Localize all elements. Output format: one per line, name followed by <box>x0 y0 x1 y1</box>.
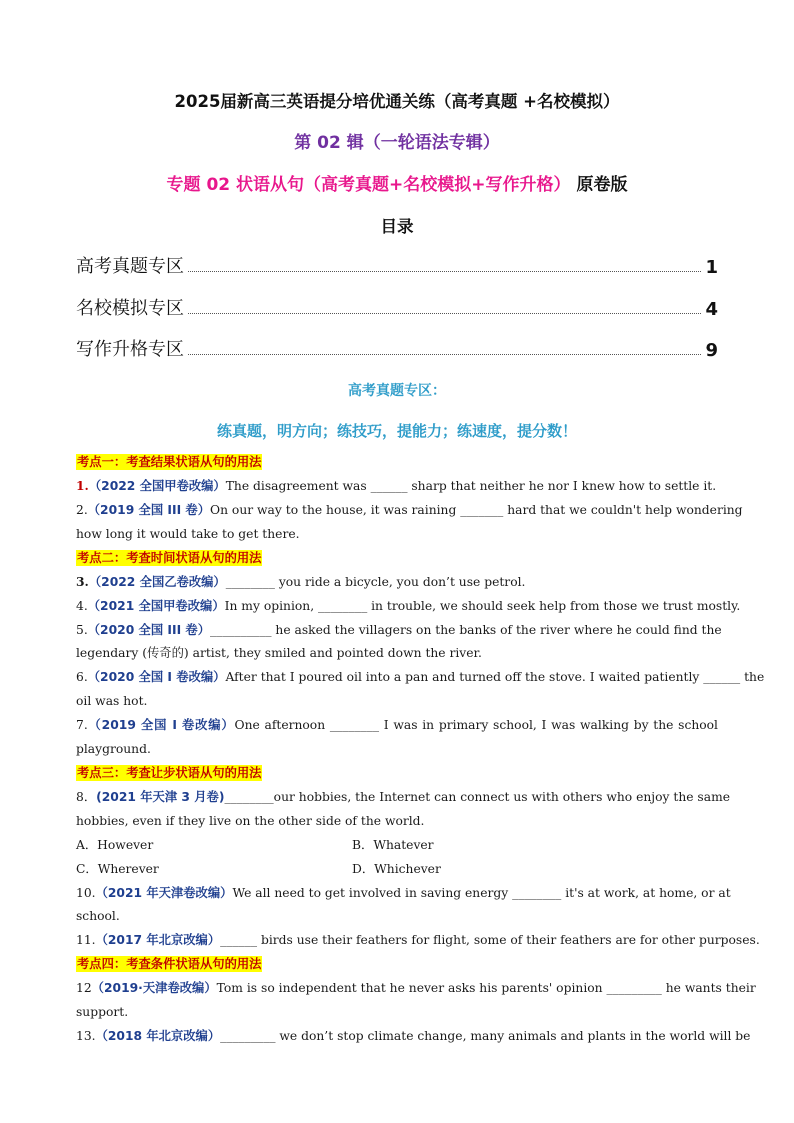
question-source: （2019 全国 I 卷改编） <box>87 718 235 732</box>
question-8-cont: hobbies, even if they live on the other side of the world. <box>76 814 425 828</box>
toc-item[interactable] <box>76 252 718 278</box>
toc-item-page: 9 <box>705 340 718 361</box>
question-6 <box>76 669 765 685</box>
question-text: _________ we don’t stop climate change, many animals and plants in the world will be <box>220 1029 751 1043</box>
question-10-cont: school. <box>76 909 120 923</box>
toc-leader-dots <box>188 354 701 355</box>
kaodian-heading: 考点一：考查结果状语从句的用法 <box>77 455 262 469</box>
question-text: One afternoon ________ I was in primary school, I was walking by the school <box>234 718 718 732</box>
question-source: （2020 全国 I 卷改编） <box>87 670 226 684</box>
kaodian-heading: 考点四：考查条件状语从句的用法 <box>77 957 262 971</box>
question-text: In my opinion, ________ in trouble, we should seek help from those we trust mostly. <box>224 599 741 613</box>
question-source: （2021 年天津卷改编） <box>95 886 233 900</box>
question-text: ______ birds use their feathers for flight, some of their feathers are for other purposes. <box>220 933 760 947</box>
question-text: Tom is so independent that he never asks his parents' opinion _________ he wants their <box>216 981 756 995</box>
question-2-cont: how long it would take to get there. <box>76 527 300 541</box>
toc-title: 目录 <box>380 217 414 236</box>
question-5 <box>76 622 722 638</box>
series-title: 第 02 辑（一轮语法专辑） <box>294 133 500 153</box>
question-5-cont: legendary (传奇的) artist, they smiled and pointed down the river. <box>76 646 482 660</box>
question-number: 1. <box>76 478 89 493</box>
option-d[interactable]: D．Whichever <box>352 862 441 876</box>
toc-leader-dots <box>188 313 701 314</box>
question-2 <box>76 502 743 518</box>
question-text: __________ he asked the villagers on the banks of the river where he could find the <box>210 623 722 637</box>
question-number: 4. <box>76 599 88 613</box>
question-8 <box>76 789 731 805</box>
question-number: 8． <box>76 790 97 804</box>
question-text: ________our hobbies, the Internet can connect us with others who enjoy the same <box>224 790 731 804</box>
option-b[interactable]: B．Whatever <box>352 838 434 852</box>
question-6-cont: oil was hot. <box>76 694 148 708</box>
question-10 <box>76 885 731 901</box>
question-text: ________ you ride a bicycle, you don’t use petrol. <box>225 575 526 589</box>
question-source: （2019 全国 III 卷） <box>87 503 211 517</box>
question-13 <box>76 1028 751 1044</box>
question-number: 10. <box>76 886 96 900</box>
question-4 <box>76 598 741 614</box>
toc-item-page: 4 <box>705 299 718 320</box>
question-source: (2021 年天津 3 月卷) <box>96 790 225 804</box>
question-11 <box>76 932 760 948</box>
question-source: （2022 全国甲卷改编） <box>88 479 226 493</box>
question-number: 13. <box>76 1029 96 1043</box>
question-7 <box>76 717 718 733</box>
question-12 <box>76 980 756 996</box>
question-source: （2018 年北京改编） <box>95 1029 221 1043</box>
question-text: After that I poured oil into a pan and turned off the stove. I waited patiently ______ the <box>225 670 765 684</box>
question-text: We all need to get involved in saving energy ________ it's at work, at home, or at <box>232 886 731 900</box>
question-number: 5. <box>76 623 88 637</box>
topic-title <box>0 170 794 195</box>
question-text: On our way to the house, it was raining _______ hard that we couldn't help wondering <box>210 503 743 517</box>
question-7-cont: playground. <box>76 742 151 756</box>
toc-item-label: 写作升格专区 <box>76 339 184 360</box>
question-source: （2021 全国甲卷改编） <box>87 599 225 613</box>
question-number: 3. <box>76 574 89 589</box>
option-a[interactable]: A．However <box>76 838 154 852</box>
question-number: 11. <box>76 933 96 947</box>
question-source: （2022 全国乙卷改编） <box>88 575 226 589</box>
topic-title-text: 专题 02 状语从句（高考真题+名校模拟+写作升格） <box>166 175 571 195</box>
toc-item-label: 高考真题专区 <box>76 256 184 277</box>
kaodian-heading: 考点二：考查时间状语从句的用法 <box>77 551 262 565</box>
section-motto: 练真题，明方向；练技巧，提能力；练速度，提分数！ <box>216 422 577 440</box>
toc-item-page: 1 <box>705 257 718 278</box>
question-text: The disagreement was ______ sharp that neither he nor I knew how to settle it. <box>225 479 717 493</box>
version-label: 原卷版 <box>576 175 628 195</box>
question-number: 6. <box>76 670 88 684</box>
document-title: 2025届新高三英语提分培优通关练（高考真题 +名校模拟） <box>174 92 620 111</box>
question-number: 2. <box>76 503 88 517</box>
question-12-cont: support. <box>76 1005 129 1019</box>
question-source: （2019·天津卷改编） <box>91 981 217 995</box>
toc-item[interactable] <box>76 335 718 361</box>
question-number: 12 <box>76 981 92 995</box>
toc-item-label: 名校模拟专区 <box>76 298 184 319</box>
toc-item[interactable] <box>76 294 718 320</box>
question-source: （2017 年北京改编） <box>95 933 221 947</box>
question-number: 7. <box>76 718 88 732</box>
question-1 <box>76 478 718 494</box>
option-c[interactable]: C．Wherever <box>76 862 159 876</box>
question-3 <box>76 574 718 590</box>
question-source: （2020 全国 III 卷） <box>87 623 211 637</box>
toc-leader-dots <box>188 271 701 272</box>
kaodian-heading: 考点三：考查让步状语从句的用法 <box>77 766 262 780</box>
section-heading: 高考真题专区： <box>348 383 446 399</box>
